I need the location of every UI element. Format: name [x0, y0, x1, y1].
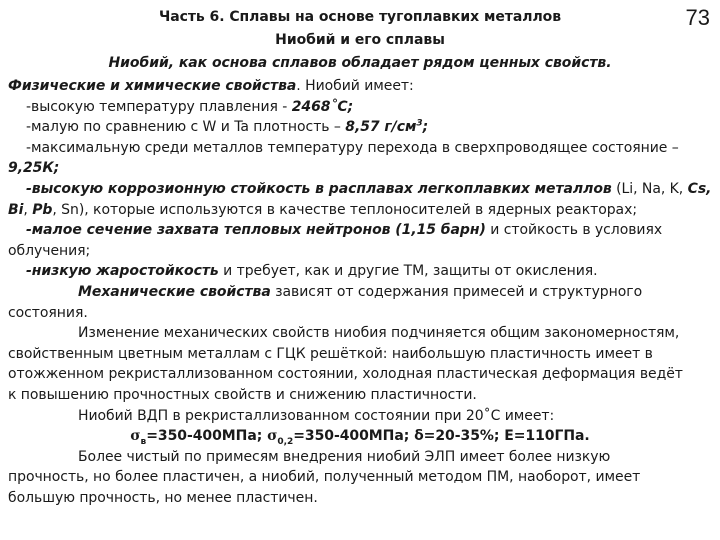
- mechanical-text: зависят от содержания примесей и структурного: [270, 284, 643, 300]
- paragraph-line: свойственным цветным металлам с ГЦК решёткой: наибольшую пластичность имеет в: [8, 345, 653, 362]
- sigma-b-value: =350-400МПа;: [146, 428, 268, 445]
- mechanical-continuation: состояния.: [8, 304, 88, 321]
- melting-end: ;: [347, 98, 354, 115]
- chapter-title: Часть 6. Сплавы на основе тугоплавких металлов: [158, 9, 562, 25]
- mechanical-properties-line: [78, 282, 642, 302]
- list-item-neutron: [26, 220, 662, 240]
- list-item-corrosion: [26, 179, 711, 199]
- superconductivity-value: 9,25К;: [8, 160, 60, 177]
- corrosion-rest: , Sn), которые используются в качестве теплоносителей в ядерных реакторах;: [52, 201, 637, 218]
- corrosion-cs: Cs,: [687, 181, 712, 197]
- subtitle: Ниобий, как основа сплавов обладает рядом ценных свойств.: [108, 55, 612, 71]
- page-number: 73: [685, 5, 710, 30]
- intro-text: . Ниобий имеет:: [296, 78, 414, 94]
- neutron-text: -малое сечение захвата тепловых нейтронов (1,15 барн): [26, 222, 486, 239]
- heat-rest: и требует, как и другие ТМ, защиты от окисления.: [218, 263, 598, 280]
- properties-formula: [0, 426, 720, 446]
- melting-label: -высокую температуру плавления -: [26, 98, 292, 115]
- sigma-symbol: σ: [130, 428, 141, 445]
- list-item-density: [26, 117, 428, 137]
- paragraph-line: отожженном рекристаллизованном состоянии, холодная пластическая деформация ведёт: [8, 366, 683, 383]
- other-values: =350-400МПа; δ=20-35%; E=110ГПа.: [293, 428, 590, 445]
- physical-properties-heading: Физические и химические свойства: [8, 78, 297, 94]
- corrosion-comma: ,: [23, 201, 33, 218]
- physical-properties-intro: [8, 76, 414, 96]
- sigma-symbol: σ: [267, 428, 278, 445]
- vdp-intro: Ниобий ВДП в рекристаллизованном состоянии при 20˚C имеет:: [78, 407, 555, 424]
- density-label: -малую по сравнению с W и Ta плотность –: [26, 119, 346, 136]
- corrosion-continuation: [8, 200, 637, 220]
- density-end: ;: [422, 119, 429, 136]
- section-title: Ниобий и его сплавы: [275, 32, 445, 48]
- list-item-superconductivity: -максимальную среди металлов температуру перехода в сверхпроводящее состояние –: [26, 139, 679, 156]
- heat-text: -низкую жаростойкость: [26, 263, 219, 280]
- sigma-b-subscript: в: [140, 436, 147, 447]
- list-item-melting: [26, 97, 353, 117]
- density-value: 8,57 г/см: [345, 119, 417, 136]
- corrosion-text: -высокую коррозионную стойкость в расплавах легкоплавких металлов: [26, 181, 612, 197]
- mechanical-properties-heading: Механические свойства: [78, 284, 271, 300]
- paragraph-line: к повышению прочностных свойств и снижению пластичности.: [8, 387, 477, 403]
- corrosion-pb: Pb: [32, 201, 53, 218]
- list-item-heat-resistance: [26, 261, 598, 281]
- paragraph-line: Изменение механических свойств ниобия подчиняется общим закономерностям,: [78, 325, 680, 342]
- sigma-02-subscript: 0,2: [277, 436, 294, 447]
- paragraph-line: большую прочность, но менее пластичен.: [8, 490, 318, 506]
- corrosion-bi: Bi: [8, 201, 24, 218]
- melting-value: 2468˚C: [291, 98, 348, 115]
- paragraph-line: Более чистый по примесям внедрения ниобий ЭЛП имеет более низкую: [78, 448, 611, 465]
- paragraph-line: прочность, но более пластичен, а ниобий, полученный методом ПМ, наоборот, имеет: [8, 469, 641, 486]
- density-exponent: 3: [416, 118, 423, 129]
- corrosion-metals: (Li, Na, K,: [611, 181, 688, 197]
- neutron-continuation: облучения;: [8, 242, 91, 259]
- neutron-rest: и стойкость в условиях: [485, 222, 663, 239]
